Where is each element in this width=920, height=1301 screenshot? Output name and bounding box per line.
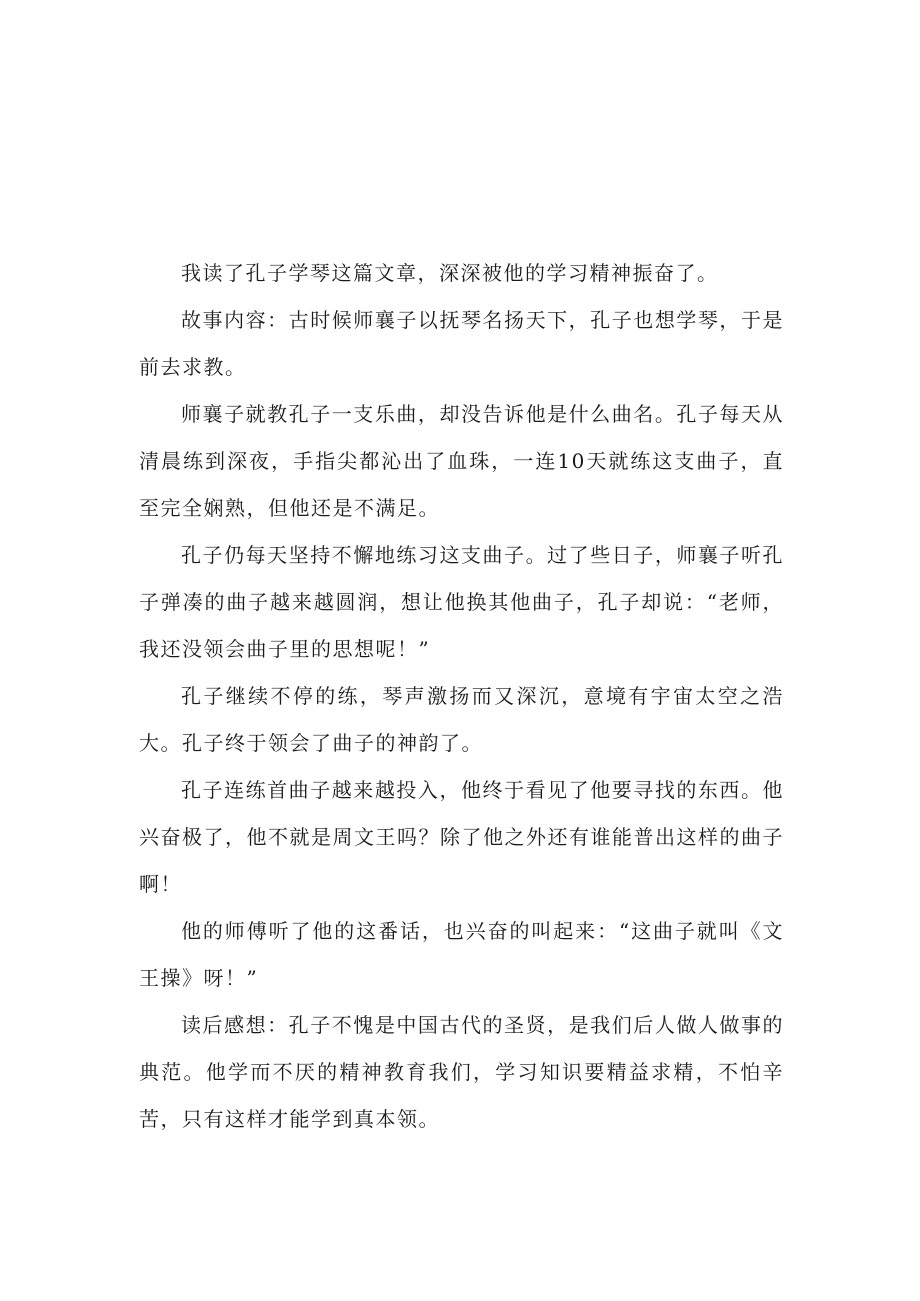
paragraph-6: 孔子连练首曲子越来越投入，他终于看见了他要寻找的东西。他兴奋极了，他不就是周文王吗？除了他之外还有谁能普出这样的曲子啊！ bbox=[139, 778, 784, 896]
paragraph-2: 故事内容：古时候师襄子以抚琴名扬天下，孔子也想学琴，于是前去求教。 bbox=[139, 308, 784, 379]
paragraph-4: 孔子仍每天坚持不懈地练习这支曲子。过了些日子，师襄子听孔子弹凑的曲子越来越圆润，想让他换其他曲子，孔子却说：“老师，我还没领会曲子里的思想呢！” bbox=[139, 543, 784, 661]
paragraph-5: 孔子继续不停的练，琴声激扬而又深沉，意境有宇宙太空之浩大。孔子终于领会了曲子的神韵了。 bbox=[139, 684, 784, 755]
paragraph-1: 我读了孔子学琴这篇文章，深深被他的学习精神振奋了。 bbox=[181, 261, 719, 285]
paragraph-3: 师襄子就教孔子一支乐曲，却没告诉他是什么曲名。孔子每天从清晨练到深夜，手指尖都沁出了血珠，一连10天就练这支曲子，直至完全娴熟，但他还是不满足。 bbox=[139, 402, 784, 520]
paragraph-7: 他的师傅听了他的这番话，也兴奋的叫起来：“这曲子就叫《文王操》呀！” bbox=[139, 919, 784, 990]
article-body bbox=[139, 250, 784, 1143]
paragraph-8: 读后感想：孔子不愧是中国古代的圣贤，是我们后人做人做事的典范。他学而不厌的精神教育我们，学习知识要精益求精，不怕辛苦，只有这样才能学到真本领。 bbox=[139, 1013, 784, 1131]
